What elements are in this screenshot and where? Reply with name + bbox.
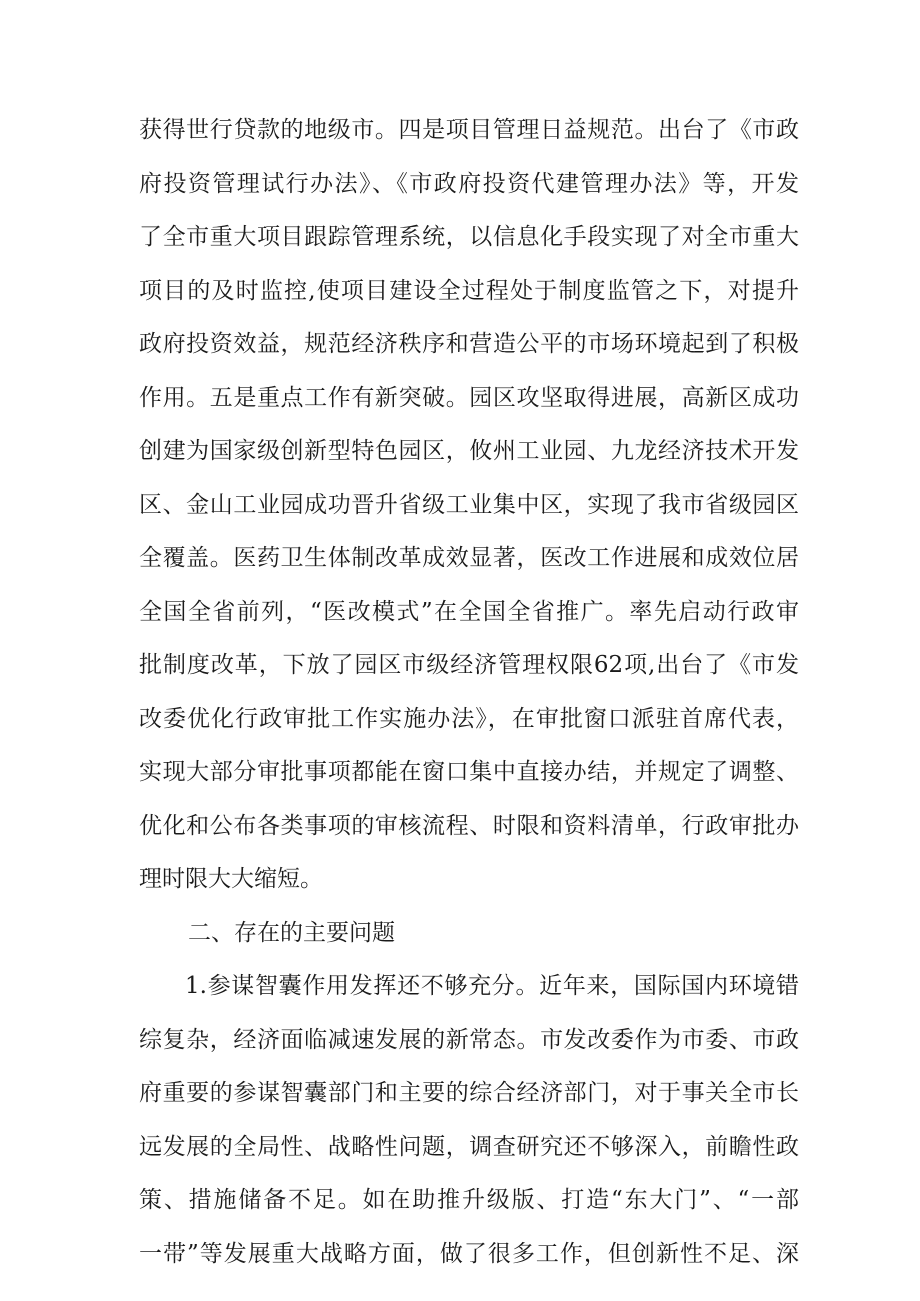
document-body: [139, 104, 799, 1281]
text-line: 作用。五是重点工作有新突破。园区攻坚取得进展，高新区成功: [139, 384, 799, 411]
text-line: 府重要的参谋智囊部门和主要的综合经济部门，对于事关全市长: [139, 1080, 799, 1106]
paragraph-first-line: 1.参谋智囊作用发挥还不够充分。近年来，国际国内环境错: [185, 973, 799, 999]
text-line: 远发展的全局性、战略性问题，调查研究还不够深入，前瞻性政: [139, 1133, 799, 1160]
paragraph-last-line: 理时限大大缩短。: [139, 866, 323, 892]
text-line: 全覆盖。医药卫生体制改革成效显著，医改工作进展和成效位居: [139, 545, 799, 571]
text-line: 府投资管理试行办法》、《市政府投资代建管理办法》等，开发: [139, 170, 799, 197]
text-line: 创建为国家级创新型特色园区，攸州工业园、九龙经济技术开发: [139, 438, 799, 464]
text-line: 综复杂，经济面临减速发展的新常态。市发改委作为市委、市政: [139, 1026, 799, 1053]
text-line: 一带”等发展重大战略方面，做了很多工作，但创新性不足、深: [139, 1240, 799, 1267]
text-line: 实现大部分审批事项都能在窗口集中直接办结，并规定了调整、: [139, 759, 799, 785]
text-line: 项目的及时监控,使项目建设全过程处于制度监管之下，对提升: [139, 277, 799, 304]
text-line: 策、措施储备不足。如在助推升级版、打造“东大门”、“一部: [139, 1187, 799, 1213]
text-line: 区、金山工业园成功晋升省级工业集中区，实现了我市省级园区: [139, 491, 799, 518]
text-line: 批制度改革，下放了园区市级经济管理权限62项,出台了《市发: [139, 652, 799, 678]
text-line: 全国全省前列，“医改模式”在全国全省推广。率先启动行政审: [139, 598, 799, 625]
text-line: 获得世行贷款的地级市。四是项目管理日益规范。出台了《市政: [139, 117, 799, 143]
text-line: 政府投资效益，规范经济秩序和营造公平的市场环境起到了积极: [139, 331, 799, 357]
text-line: 了全市重大项目跟踪管理系统，以信息化手段实现了对全市重大: [139, 224, 799, 250]
text-line: 改委优化行政审批工作实施办法》，在审批窗口派驻首席代表，: [139, 705, 799, 732]
section-heading: 二、存在的主要问题: [188, 919, 395, 946]
text-line: 优化和公布各类事项的审核流程、时限和资料清单，行政审批办: [139, 812, 799, 839]
